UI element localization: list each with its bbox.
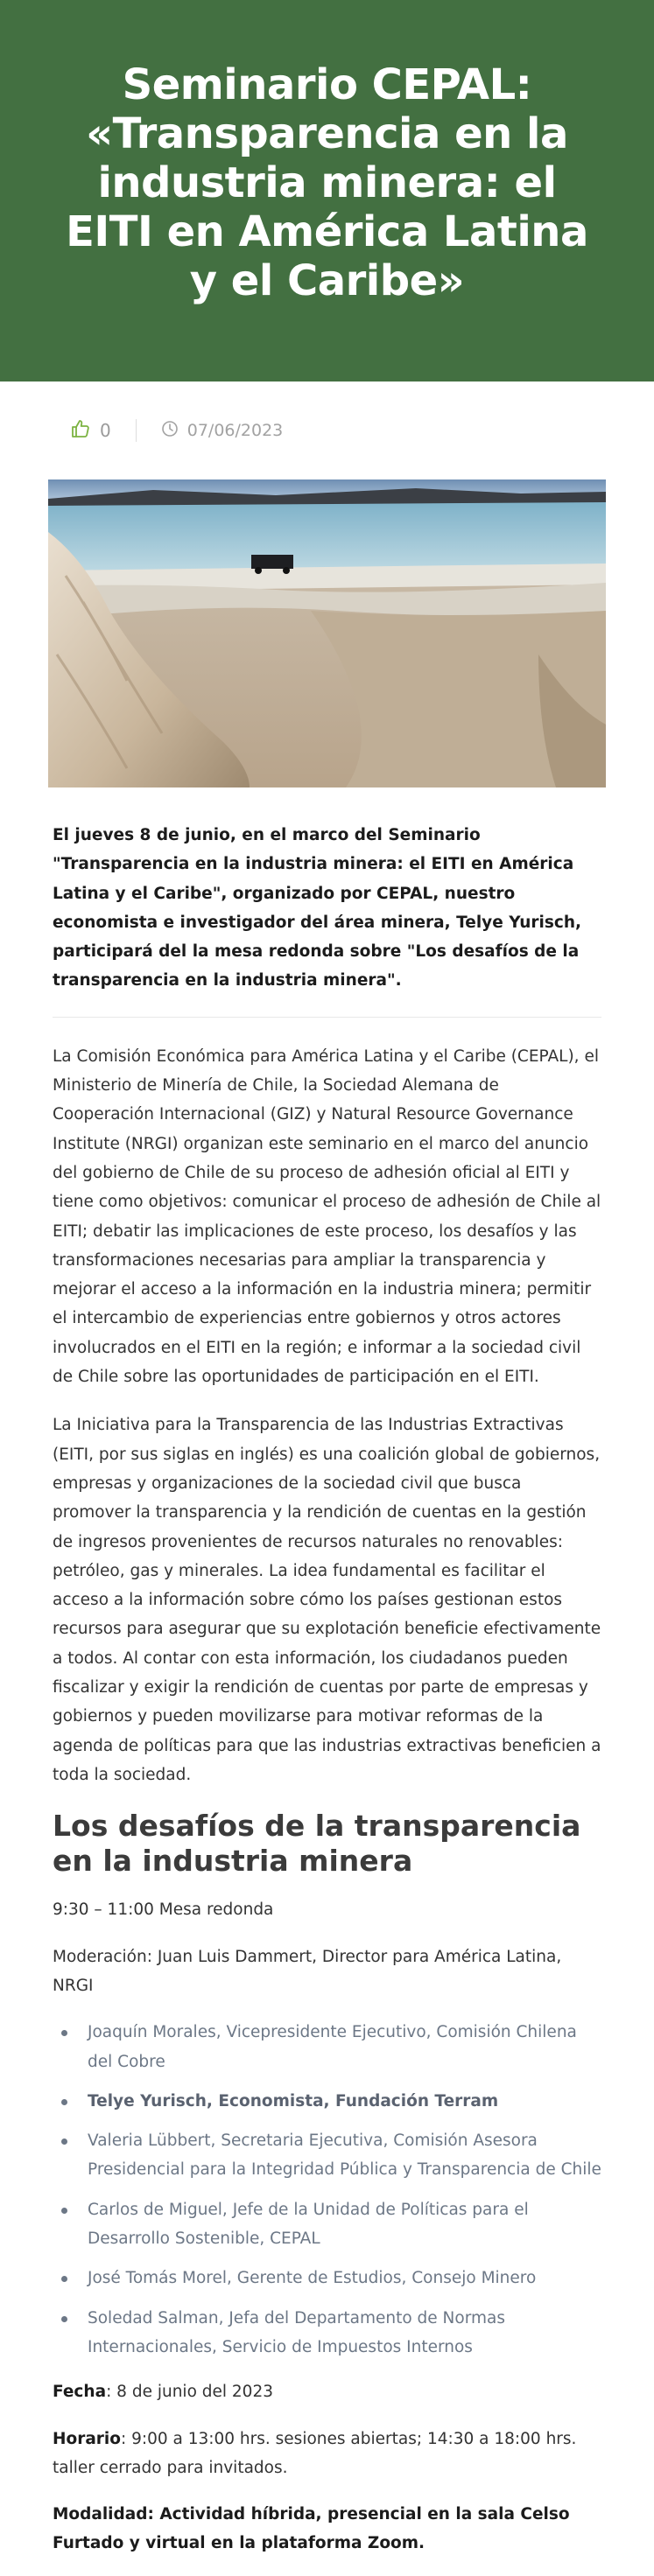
hero-banner <box>0 0 654 382</box>
clock-icon <box>161 420 179 442</box>
section-heading: Los desafíos de la transparencia en la industria minera <box>53 1809 581 1878</box>
list-item: Telye Yurisch, Economista, Fundación Terram <box>79 2087 601 2116</box>
divider <box>53 1017 601 1018</box>
post-meta <box>0 382 654 480</box>
horario-value: : 9:00 a 13:00 hrs. sesiones abiertas; 14:30 a 18:00 hrs. taller cerrado para invitados. <box>53 2429 577 2477</box>
post-date <box>161 420 284 442</box>
article-photo <box>48 480 606 788</box>
schedule-text: 9:30 – 11:00 Mesa redonda <box>53 1900 274 1920</box>
list-item: Joaquín Morales, Vicepresidente Ejecutivo, Comisión Chilena del Cobre <box>79 2018 601 2076</box>
list-item: Carlos de Miguel, Jefe de la Unidad de Políticas para el Desarrollo Sostenible, CEPAL <box>79 2195 601 2254</box>
horario-line <box>53 2425 601 2483</box>
meta-divider <box>136 419 137 442</box>
fecha-value: : 8 de junio del 2023 <box>106 2383 273 2402</box>
thumbs-up-icon[interactable] <box>70 418 91 444</box>
paragraph: La Comisión Económica para América Latina y el Caribe (CEPAL), el Ministerio de Minería de Chile, la Sociedad Alemana de Cooperación Internacional (GIZ) y Natural Resource Governance Institute (NRGI) organizan este seminario en el marco del anuncio del gobierno de Chile de su proceso de adhesión oficial al EITI y tiene como objetivos: comunicar el proceso de adhesión de Chile al EITI; debatir las implicaciones de este proceso, los desafíos y las transformaciones necesarias para ampliar la transparencia y mejorar el acceso a la información en la industria minera; permitir el intercambio de experiencias entre gobiernos y otros actores involucrados en el EITI en la región; e informar a la sociedad civil de Chile sobre las oportunidades de participación en el EITI. <box>53 1046 601 1387</box>
page-title: Seminario CEPAL: «Transparencia en la industria minera: el EITI en América Latina y el Caribe» <box>66 60 588 306</box>
modalidad-line: Modalidad: Actividad híbrida, presencial en la sala Celso Furtado y virtual en la plataforma Zoom. <box>53 2505 570 2553</box>
paragraph: La Iniciativa para la Transparencia de las Industrias Extractivas (EITI, por sus siglas en inglés) es una coalición global de gobiernos, empresas y organizaciones de la sociedad civil que busca promover la transparencia y la rendición de cuentas en la gestión de ingresos provenientes de recursos naturales no renovables: petróleo, gas y minerales. La idea fundamental es facilitar el acceso a la información sobre cómo los países gestionan estos recursos para asegurar que su explotación beneficie efectivamente a todos. Al contar con esta información, los ciudadanos pueden fiscalizar y exigir la rendición de cuentas por parte de empresas y gobiernos y pueden movilizarse para motivar reformas de la agenda de políticas para que las industrias extractivas beneficien a toda la sociedad. <box>53 1416 601 1784</box>
like-button[interactable] <box>70 418 111 444</box>
horario-label: Horario <box>53 2429 121 2448</box>
date-text: 07/06/2023 <box>186 421 284 440</box>
like-count: 0 <box>100 420 111 441</box>
panelist-list <box>79 2018 601 2362</box>
fecha-line <box>53 2377 601 2406</box>
article-body <box>0 821 654 2558</box>
list-item: Soledad Salman, Jefa del Departamento de Normas Internacionales, Servicio de Impuestos Internos <box>79 2304 601 2362</box>
moderation-text: Moderación: Juan Luis Dammert, Director para América Latina, NRGI <box>53 1947 562 1995</box>
list-item: José Tomás Morel, Gerente de Estudios, Consejo Minero <box>79 2264 601 2292</box>
list-item: Valeria Lübbert, Secretaria Ejecutiva, Comisión Asesora Presidencial para la Integridad Pública y Transparencia de Chile <box>79 2126 601 2185</box>
fecha-label: Fecha <box>53 2383 107 2402</box>
article-lead: El jueves 8 de junio, en el marco del Seminario "Transparencia en la industria minera: el EITI en América Latina y el Caribe", organizado por CEPAL, nuestro economista e investigador del área minera, Telye Yurisch, participará del la mesa redonda sobre "Los desafíos de la transparencia en la industria minera". <box>53 826 582 990</box>
